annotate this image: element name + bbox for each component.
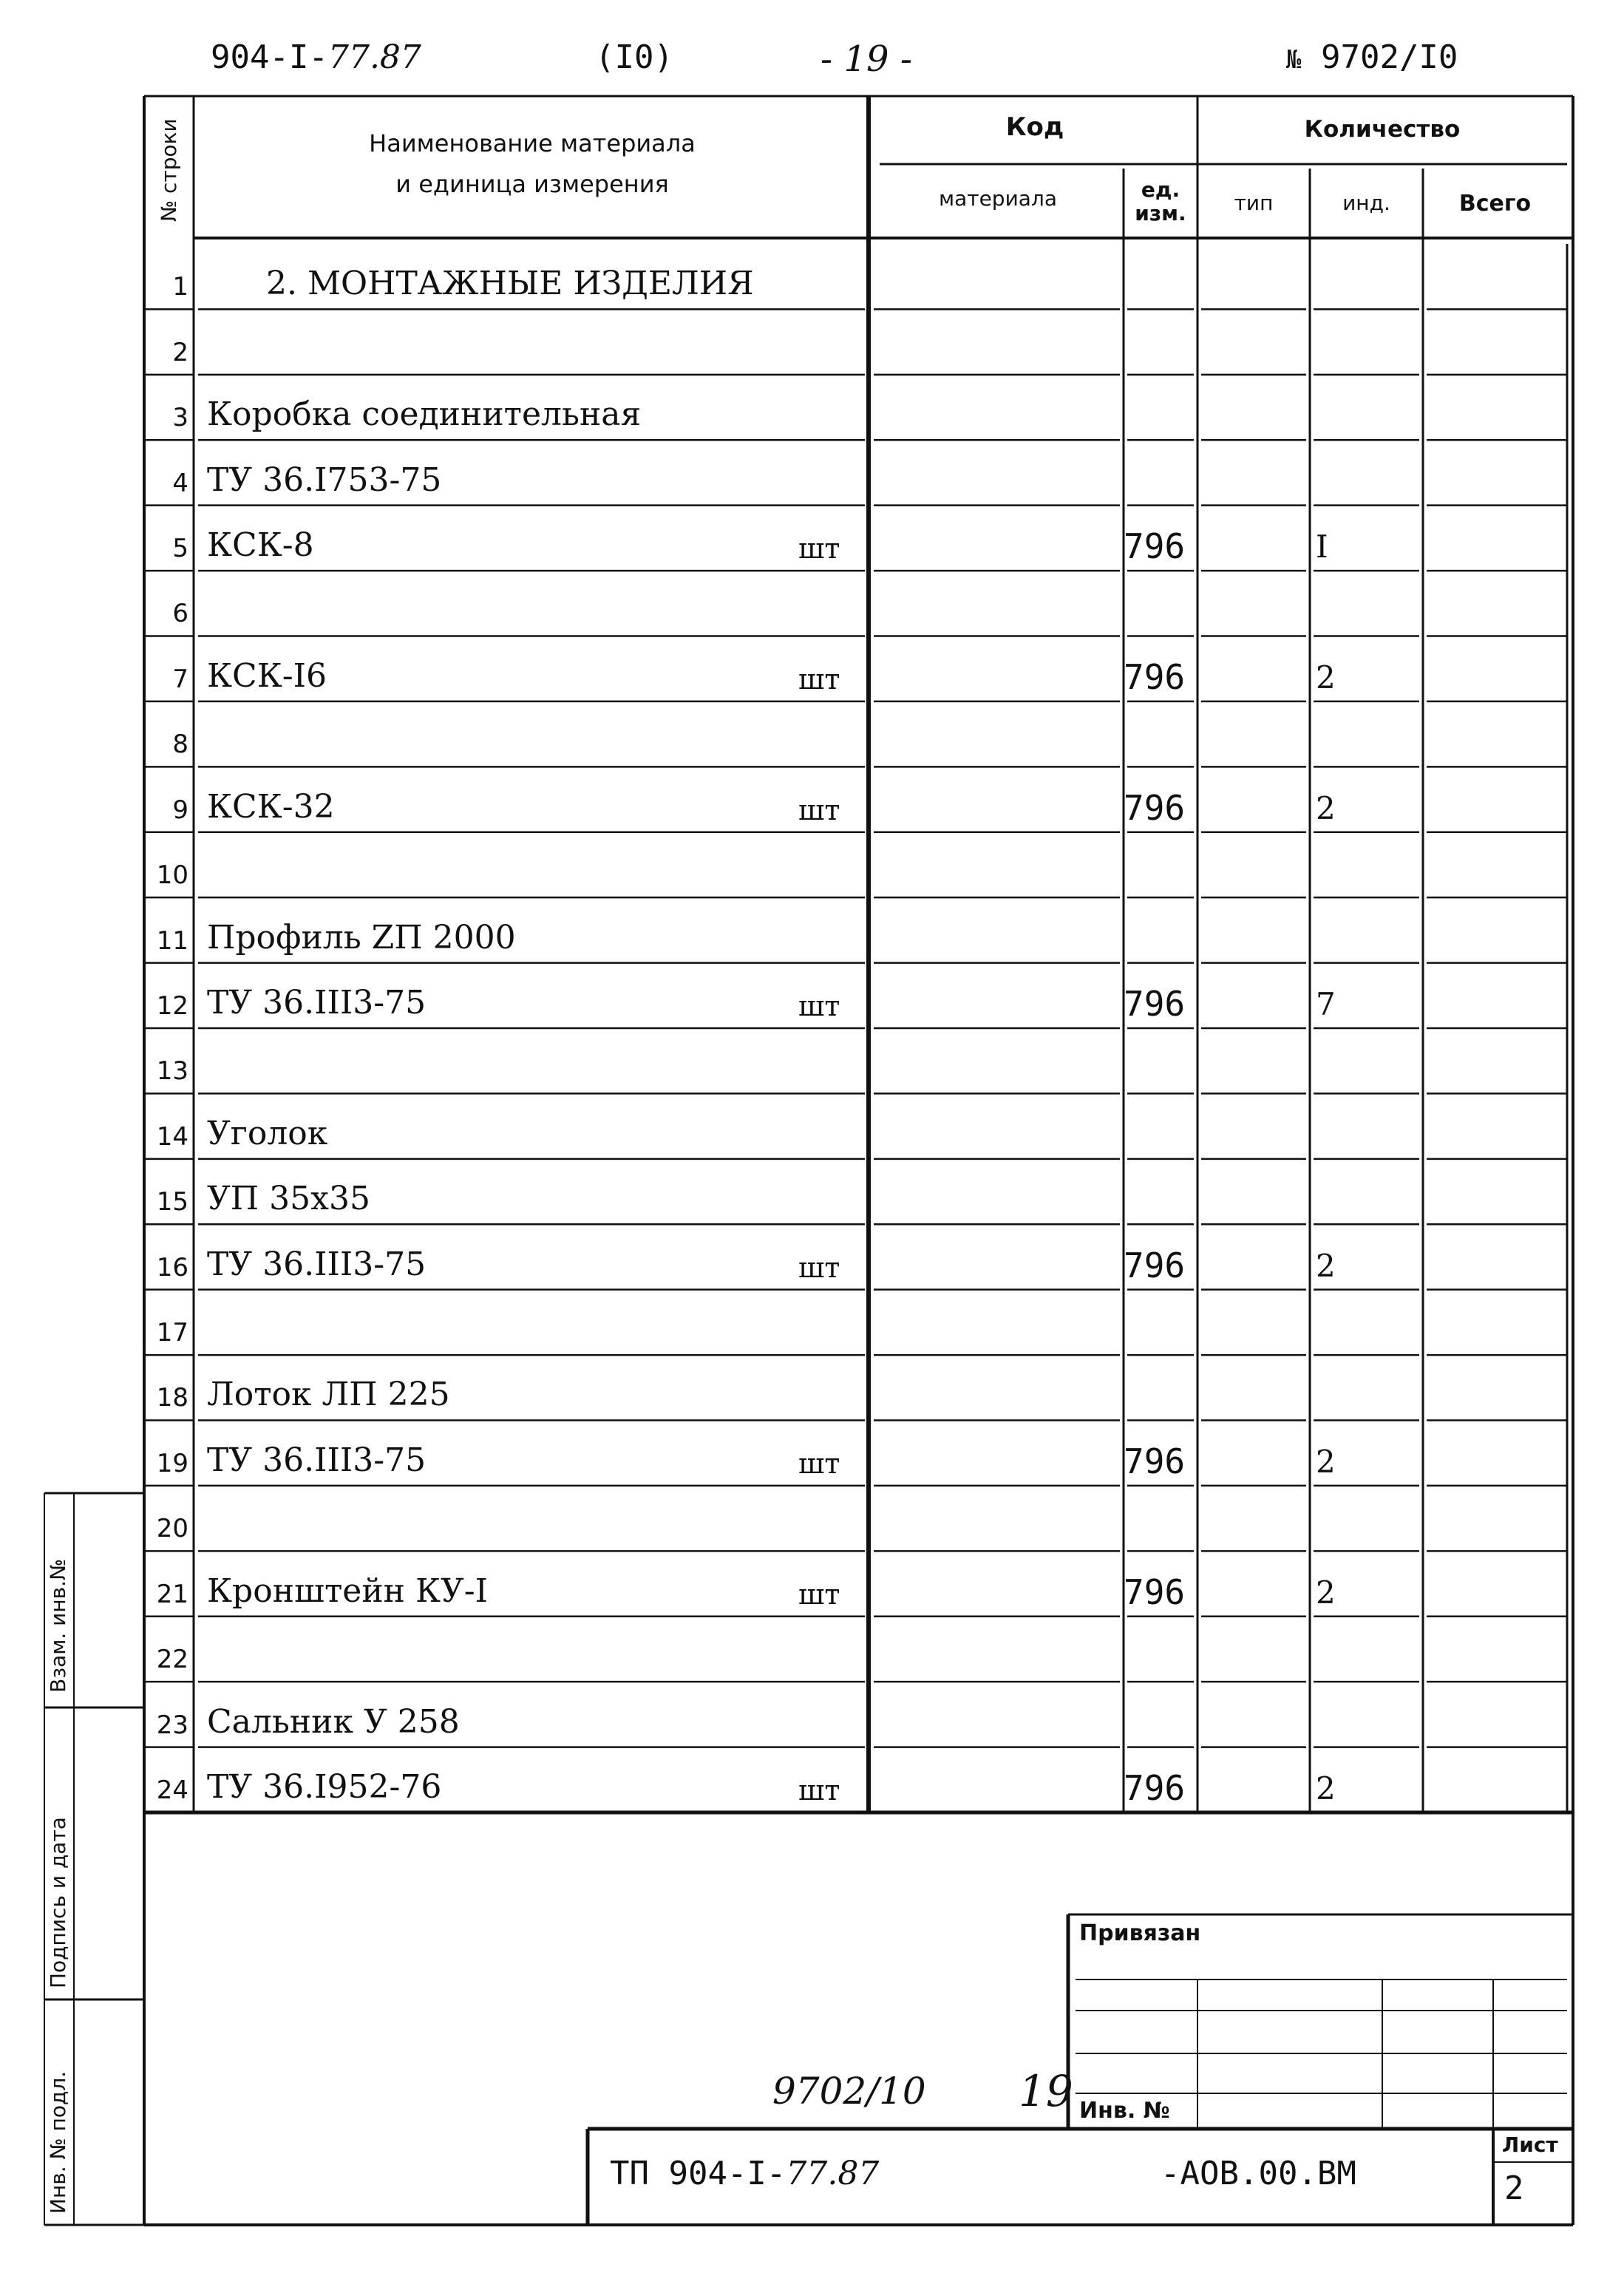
row-number: 18	[156, 1383, 188, 1413]
item-qty-ind: 2	[1316, 1770, 1336, 1807]
row-number: 19	[156, 1448, 188, 1478]
item-qty-ind: 2	[1316, 1443, 1336, 1480]
row-number: 15	[156, 1187, 188, 1217]
col-header-total: Всего	[1458, 191, 1532, 217]
col-header-code-unit-1: ед.	[1141, 177, 1180, 202]
table-row	[144, 1551, 1573, 1616]
item-unit-code: 796	[1124, 1441, 1186, 1481]
item-unit: шт	[798, 793, 840, 826]
item-name: КСК-8	[207, 526, 314, 565]
item-name: Кронштейн КУ-I	[207, 1571, 489, 1610]
col-header-name-line2: и единица измерения	[395, 170, 669, 198]
table-row	[144, 440, 1573, 505]
row-number: 8	[172, 730, 188, 760]
table-row	[144, 1355, 1573, 1420]
item-name: Лоток ЛП 225	[207, 1376, 450, 1414]
table-row	[144, 1290, 1573, 1355]
row-number: 9	[172, 795, 188, 825]
item-name: КСК-32	[207, 787, 335, 826]
item-unit: шт	[798, 532, 840, 565]
item-name: ТУ 36.III3-75	[207, 983, 427, 1022]
row-number: 5	[172, 534, 188, 564]
table-row	[144, 375, 1573, 440]
item-unit: шт	[798, 1577, 840, 1611]
doc-number-value: 9702/I0	[1320, 38, 1458, 76]
item-qty-ind: 2	[1316, 1247, 1336, 1284]
row-number: 22	[156, 1645, 188, 1675]
col-header-type: тип	[1234, 191, 1274, 215]
col-header-ind: инд.	[1342, 191, 1390, 215]
table-row	[144, 506, 1573, 571]
item-qty-ind: 2	[1316, 789, 1336, 826]
table-row	[144, 1224, 1573, 1289]
doc-code-top	[211, 38, 421, 76]
item-name: Коробка соединительная	[207, 395, 642, 434]
item-unit-code: 796	[1124, 1767, 1186, 1808]
item-name: Профиль ZП 2000	[207, 918, 516, 956]
side-label-podpis: Подпись и дата	[46, 1817, 70, 1988]
table-row	[144, 1028, 1573, 1093]
item-qty-ind: 2	[1316, 1574, 1336, 1611]
item-unit: шт	[798, 989, 840, 1022]
col-header-name-line1: Наименование материала	[369, 129, 696, 157]
stamp-handwritten-page: 19	[1019, 2066, 1073, 2116]
table-row	[144, 832, 1573, 897]
stamp-inv-no: Инв. №	[1079, 2098, 1170, 2124]
item-unit-code: 796	[1124, 787, 1186, 828]
doc-code-top-hand: 77.87	[327, 38, 421, 76]
table-row	[144, 244, 1573, 309]
number-sign: №	[1286, 45, 1302, 75]
table-row	[144, 571, 1573, 636]
col-header-code-material: материала	[938, 186, 1057, 211]
item-name: Сальник У 258	[207, 1702, 460, 1741]
table-row	[144, 1486, 1573, 1551]
col-header-quantity: Количество	[1304, 116, 1461, 143]
row-number: 1	[172, 272, 188, 302]
table-row	[144, 963, 1573, 1028]
table-row	[144, 309, 1573, 374]
item-qty-ind: 2	[1316, 659, 1336, 696]
title-doc-suffix: -АОВ.00.ВМ	[1161, 2155, 1356, 2192]
item-name: КСК-I6	[207, 656, 327, 695]
item-qty-ind: I	[1316, 529, 1328, 565]
item-name: ТУ 36.I952-76	[207, 1767, 442, 1806]
item-name: 2. МОНТАЖНЫЕ ИЗДЕЛИЯ	[266, 265, 754, 303]
row-number: 23	[156, 1710, 188, 1740]
row-number: 21	[156, 1579, 188, 1609]
title-doc-code-left: ТП 904-I-	[610, 2155, 786, 2192]
part-number: (I0)	[595, 38, 673, 76]
item-unit-code: 796	[1124, 656, 1186, 697]
table-row	[144, 1682, 1573, 1747]
table-row	[144, 701, 1573, 767]
table-row	[144, 767, 1573, 832]
item-name: ТУ 36.I753-75	[207, 461, 442, 499]
item-qty-ind: 7	[1316, 985, 1336, 1022]
sheet-value: 2	[1504, 2169, 1524, 2207]
item-unit: шт	[798, 1773, 840, 1807]
item-unit-code: 796	[1124, 1245, 1186, 1285]
item-unit-code: 796	[1124, 983, 1186, 1024]
doc-number	[1286, 38, 1458, 76]
row-number: 24	[156, 1775, 188, 1805]
row-number: 7	[172, 664, 188, 694]
doc-code-top-left: 904-I-	[211, 38, 328, 76]
side-label-inv-podl: Инв. № подл.	[46, 2070, 70, 2214]
col-header-code: Код	[1005, 112, 1064, 142]
table-row	[144, 1617, 1573, 1682]
row-number: 6	[172, 599, 188, 629]
table-row	[144, 636, 1573, 701]
item-name: Уголок	[207, 1114, 328, 1152]
item-unit: шт	[798, 1251, 840, 1284]
col-header-code-unit-2: изм.	[1135, 201, 1186, 225]
row-number: 12	[156, 990, 188, 1021]
row-number: 2	[172, 337, 188, 367]
row-number: 10	[156, 860, 188, 891]
row-number: 20	[156, 1514, 188, 1544]
item-unit: шт	[798, 662, 840, 696]
table-row	[144, 1421, 1573, 1486]
item-unit-code: 796	[1124, 1571, 1186, 1612]
item-name: ТУ 36.III3-75	[207, 1441, 427, 1479]
stamp-handwritten-number: 9702/10	[772, 2070, 926, 2113]
row-number: 11	[156, 925, 188, 956]
table-row	[144, 1159, 1573, 1224]
row-number: 13	[156, 1056, 188, 1087]
table-row	[144, 1093, 1573, 1158]
row-number: 4	[172, 468, 188, 498]
table-row	[144, 897, 1573, 962]
row-number: 3	[172, 403, 188, 433]
title-doc-code	[610, 2155, 879, 2192]
table-row	[144, 1747, 1573, 1812]
stamp-privyazan: Привязан	[1079, 1920, 1201, 1946]
row-number: 16	[156, 1252, 188, 1282]
row-number: 17	[156, 1318, 188, 1348]
col-header-row-no: № строки	[157, 118, 181, 222]
sheet-label: Лист	[1502, 2133, 1558, 2157]
item-name: ТУ 36.III3-75	[207, 1245, 427, 1283]
row-number: 14	[156, 1121, 188, 1152]
item-unit: шт	[798, 1447, 840, 1480]
title-doc-code-hand: 77.87	[786, 2155, 880, 2192]
page-number: - 19 -	[821, 38, 913, 80]
side-label-vzam: Взам. инв.№	[46, 1558, 70, 1693]
item-name: УП 35x35	[207, 1180, 370, 1218]
item-unit-code: 796	[1124, 526, 1186, 567]
